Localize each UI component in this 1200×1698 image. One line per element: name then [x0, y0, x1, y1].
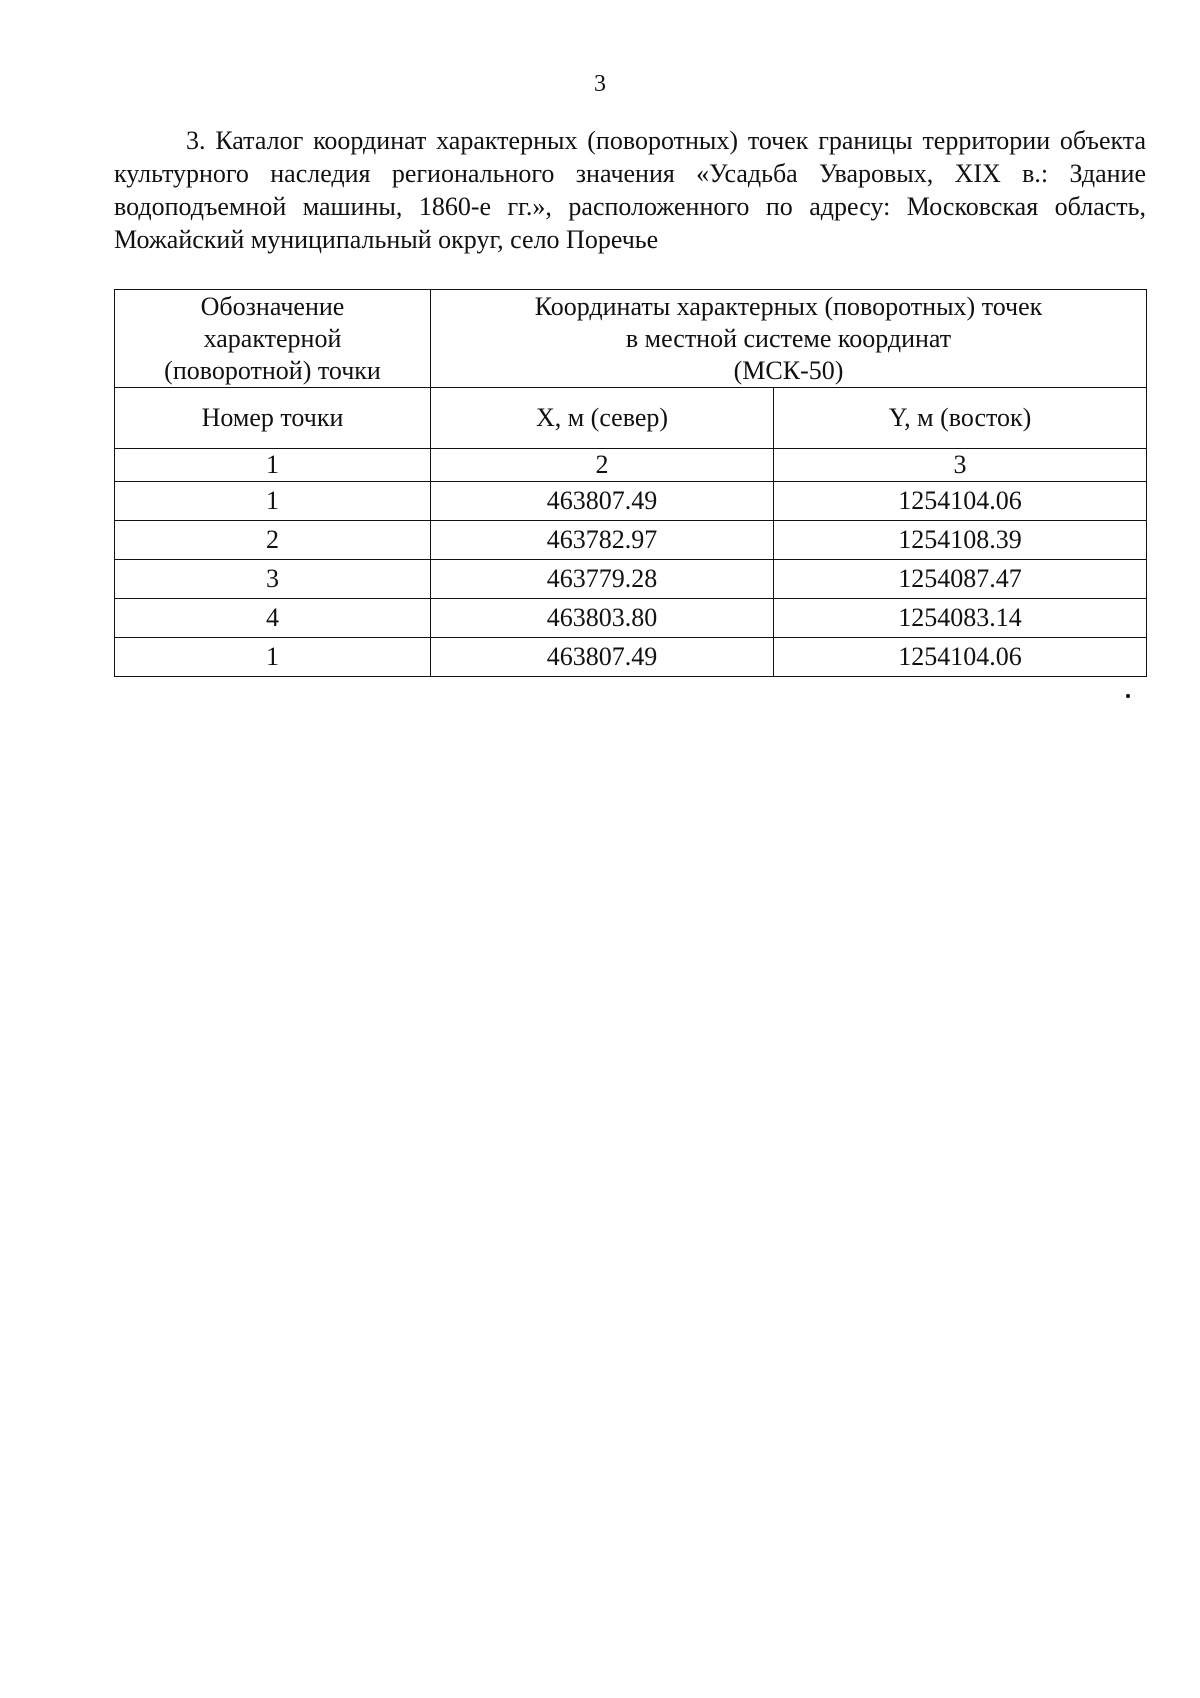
table-row [115, 521, 1147, 560]
x-coordinate-cell: 463782.97 [431, 521, 774, 560]
header-coordinates-text: Координаты характерных (поворотных) точек в местной системе координат (МСК-50) [534, 291, 1043, 385]
y-coordinate-cell: 1254087.47 [774, 560, 1147, 599]
table-header-row [115, 290, 1147, 388]
y-coordinate-cell: 1254083.14 [774, 599, 1147, 638]
point-number-cell: 1 [115, 482, 431, 521]
table-column-labels-row [115, 388, 1147, 449]
y-coordinate-cell: 1254104.06 [774, 482, 1147, 521]
table-row [115, 599, 1147, 638]
column-number-3: 3 [774, 449, 1147, 482]
column-number-2: 2 [431, 449, 774, 482]
page-number: 3 [594, 71, 606, 97]
point-number-cell: 4 [115, 599, 431, 638]
column-label-y: Y, м (восток) [774, 388, 1147, 449]
point-number-cell: 1 [115, 638, 431, 677]
header-coordinates [431, 290, 1147, 388]
coordinates-table [114, 289, 1147, 677]
x-coordinate-cell: 463807.49 [431, 482, 774, 521]
point-number-cell: 2 [115, 521, 431, 560]
table-row [115, 638, 1147, 677]
x-coordinate-cell: 463803.80 [431, 599, 774, 638]
table-row [115, 560, 1147, 599]
header-point-designation-text: Обозначение характерной (поворотной) точки [164, 291, 381, 385]
point-number-cell: 3 [115, 560, 431, 599]
y-coordinate-cell: 1254104.06 [774, 638, 1147, 677]
x-coordinate-cell: 463779.28 [431, 560, 774, 599]
table-column-numbers-row [115, 449, 1147, 482]
x-coordinate-cell: 463807.49 [431, 638, 774, 677]
header-point-designation [115, 290, 431, 388]
y-coordinate-cell: 1254108.39 [774, 521, 1147, 560]
column-label-point-number: Номер точки [115, 388, 431, 449]
table-row [115, 482, 1147, 521]
end-dot [1126, 694, 1130, 698]
column-label-x: X, м (север) [431, 388, 774, 449]
column-number-1: 1 [115, 449, 431, 482]
intro-paragraph: 3. Каталог координат характерных (поворотных) точек границы территории объекта культурного наследия регионального значения «Усадьба Уваровых, XIX в.: Здание водоподъемной машины, 1860-е гг.», расположенного по адресу: Московская область, Можайский муниципальный округ, село Поречье [114, 126, 1146, 254]
